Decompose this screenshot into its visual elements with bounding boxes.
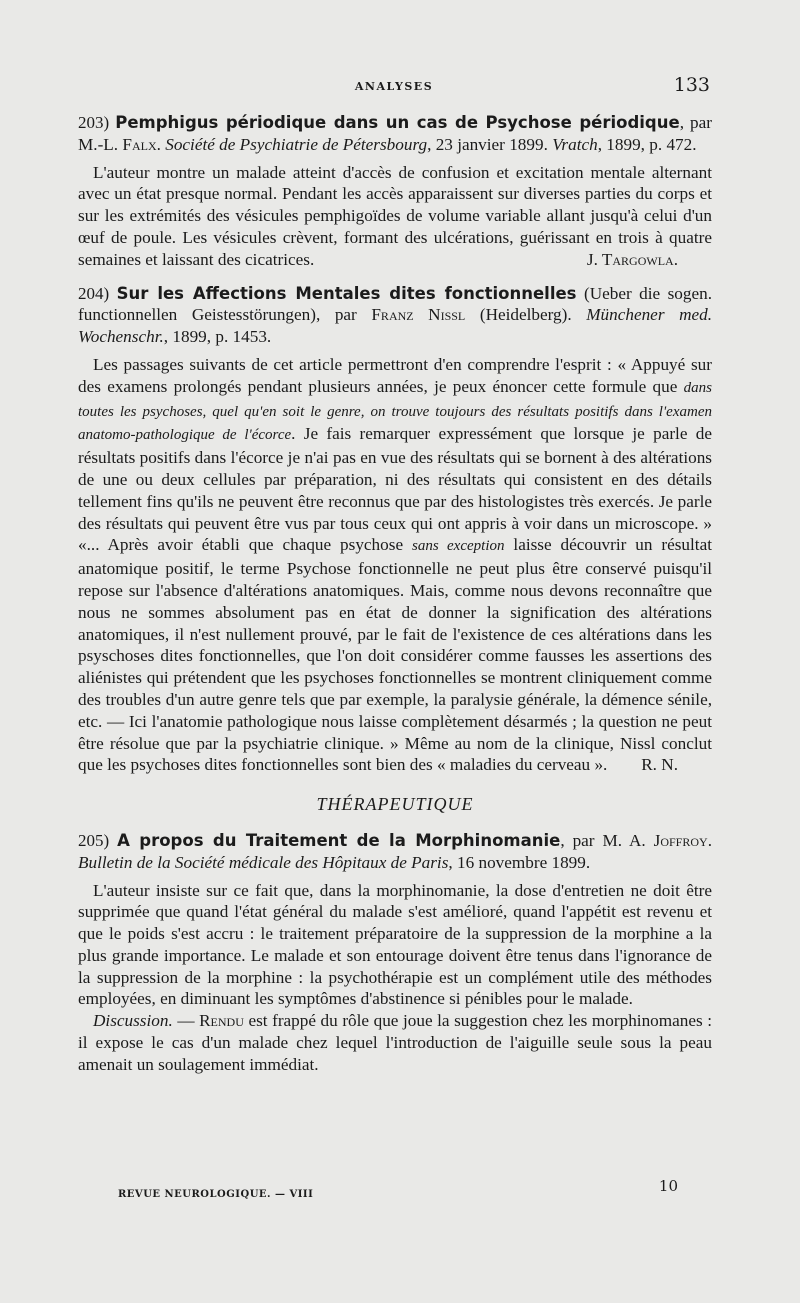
byline-text: , 23 janvier 1899.	[427, 134, 553, 154]
abstract-203	[78, 112, 712, 271]
byline-text: , 1899, p. 1453.	[163, 327, 272, 347]
abstract-text	[78, 880, 712, 1011]
discussion-dash: —	[172, 1011, 200, 1031]
journal-name: Münchener med. Wochenschr.	[78, 305, 713, 347]
signature-mark: 10	[658, 1177, 678, 1195]
entry-number: 203)	[78, 113, 110, 132]
abstract-205	[78, 830, 712, 1076]
journal-name: Société de Psychiatrie de Pétersbourg	[165, 134, 428, 154]
discussion-author: Rendu	[199, 1011, 244, 1031]
italic-quote: sans exception	[411, 538, 505, 555]
abstract-body: laisse découvrir un résultat anatomique positif, le terme Psychose fonctionnelle ne peut plus être conservé puisqu'il repose sur l'absence d'altérations anatomiques. Mais, comme nous devons reconnaître que nous ne sommes absolument pas en état de donner la signification des altérations anatomiques, il n'est nullement prouvé, par le fait de l'existence de ces altérations dans les psyschoses dites fonctionnelles, que l'on doit considérer comme fausses les assertions des aliénistes qui prétendent que les psychoses fonctionnelles se montrent cliniquement comme des troubles d'un autre genre tels que par exemple, la paralysie générale, la démence sénile, etc. — Ici l'anatomie pathologique nous laisse complètement désarmés ; la question ne peut être résolue que par la psychiatrie clinique. » Même au nom de la clinique, Nissl conclut que les psychoses dites fonctionnelles sont bien des « maladies du cerveau ».	[78, 535, 712, 775]
page-footer	[118, 1177, 678, 1205]
signature	[572, 249, 678, 271]
signature-text: J. Targowla.	[586, 249, 678, 269]
italic-quote: dans toutes les psychoses, quel qu'en soit le genre, on trouve toujours des résultats positifs dans l'examen anatomo-pathologique de l'écorce	[78, 379, 712, 444]
journal-name: Vratch	[552, 134, 598, 154]
abstract-text	[78, 354, 712, 776]
abstract-body: L'auteur insiste sur ce fait que, dans la morphinomanie, la dose d'entretien ne doit être supprimée que quand l'état général du malade s'est amélioré, quand l'appétit est revenu et que le poids s'est accru : le traitement préparatoire de la suppression de la morphine a la plus grande importance. Le malade et son entourage doivent être tenus dans l'ignorance de la suppression de la morphine : la psychothérapie est un complément utile des méthodes employées, en diminuant les symptômes d'abstinence si pénibles pour le malade.	[78, 880, 712, 1009]
byline-text: , par M. A.	[560, 830, 654, 850]
discussion-text	[78, 1010, 712, 1075]
running-head: ANALYSES	[354, 80, 434, 93]
byline-text: , 1899, p. 472.	[597, 134, 697, 154]
abstract-text	[78, 162, 712, 271]
abstract-body: L'auteur montre un malade atteint d'accès de confusion et excitation mentale alternant avec un état presque normal. Pendant les accès apparaissent sur diverses parties du corps et sur les extrémités des vésicules pemphigoïdes de volume variable allant jusqu'à celui d'un œuf de poule. Les vésicules crèvent, formant des ulcérations, guérissant en trois à quatre semaines et laissant des cicatrices.	[78, 162, 712, 269]
byline-text: (Ueber die sogen. functionnellen Geistesstörungen), par	[78, 283, 712, 325]
byline-text: , par M.-L.	[78, 113, 713, 154]
author-name: Joffroy	[653, 830, 708, 850]
byline-text: .	[156, 134, 166, 154]
entry-heading	[78, 283, 712, 348]
abstract-body: . Je fais remarquer expressément que lorsque je parle de résultats positifs dans l'écorce je n'ai pas en vue des résultats qui se bornent à des altérations de une ou deux cellules par préparation, ni des résultats qui consistent en des détails tellement fins qu'ils ne peuvent être reconnus que par des histologistes très exercés. Je parle des résultats qui peuvent être vus par tous ceux qui ont appris à voir dans un microscope. » «... Après avoir établi que chaque psychose	[78, 424, 712, 555]
entry-heading	[78, 830, 712, 874]
entry-number: 204)	[78, 283, 110, 303]
entry-title: Pemphigus périodique dans un cas de Psychose périodique	[115, 113, 680, 132]
journal-footer: REVUE NEUROLOGIQUE. — VIII	[118, 1189, 314, 1200]
signature	[626, 754, 678, 776]
author-name: Falx	[122, 134, 157, 154]
entry-heading	[78, 112, 712, 156]
byline-text: (Heidelberg).	[465, 305, 587, 325]
author-name: Franz Nissl	[371, 305, 466, 325]
discussion-body: est frappé du rôle que joue la suggestion chez les morphinomanes : il expose le cas d'un malade chez lequel l'introduction de l'aiguille seule sous la peau amenait un soulagement immédiat.	[78, 1011, 713, 1074]
page-number: 133	[673, 74, 710, 96]
abstract-204	[78, 283, 712, 777]
byline-text: .	[707, 830, 712, 850]
signature-text: R. N.	[641, 755, 678, 775]
discussion-label: Discussion.	[93, 1011, 173, 1031]
page-header	[78, 74, 710, 98]
entry-title: A propos du Traitement de la Morphinomanie	[117, 830, 561, 850]
section-title: THÉRAPEUTIQUE	[316, 794, 474, 815]
entry-title: Sur les Affections Mentales dites fonctionnelles	[116, 283, 577, 303]
entry-number: 205)	[78, 830, 110, 850]
journal-name: Bulletin de la Société médicale des Hôpitaux de Paris	[78, 852, 449, 872]
page-body	[78, 112, 712, 1076]
byline-text: , 16 novembre 1899.	[448, 852, 591, 872]
abstract-body: Les passages suivants de cet article permettront d'en comprendre l'esprit : « Appuyé sur des examens prolongés pendant plusieurs années, je peux énoncer cette formule que	[78, 354, 712, 396]
